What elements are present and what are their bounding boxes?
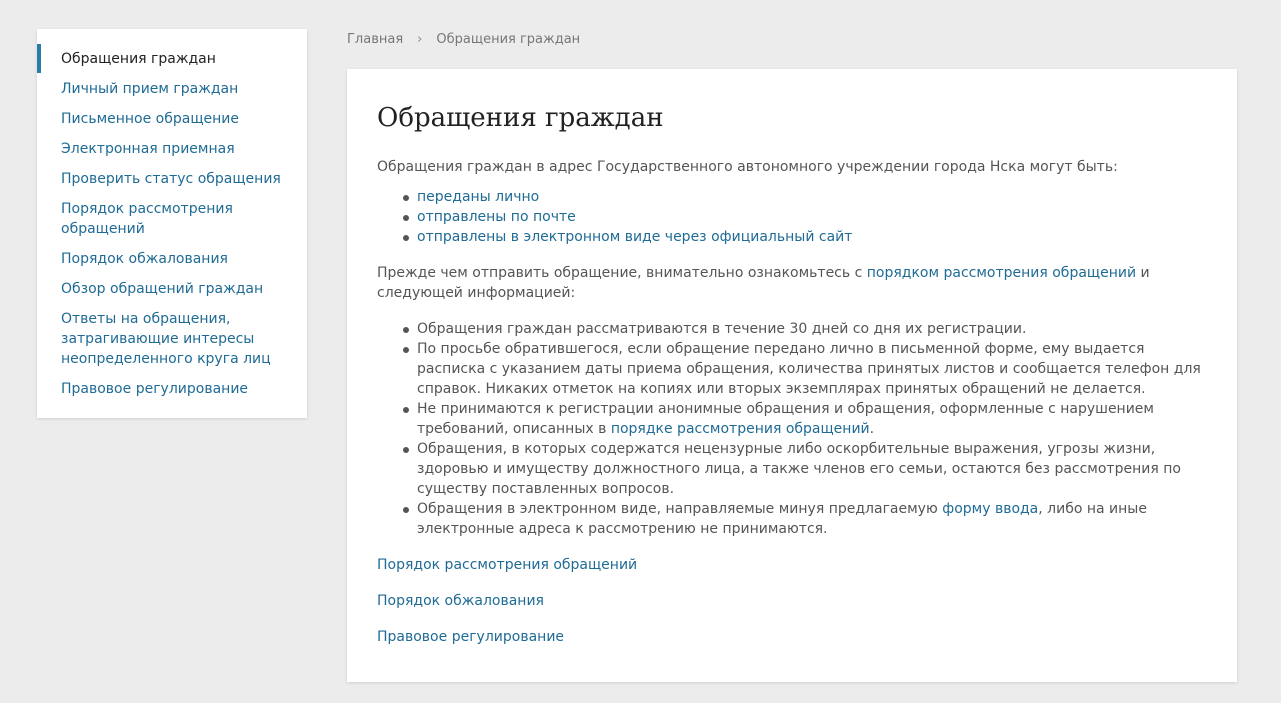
way-link-elektronno[interactable]: отправлены в электронном виде через официальный сайт bbox=[417, 229, 853, 245]
list-item bbox=[417, 439, 1207, 499]
sidebar-item-pravovoe[interactable]: Правовое регулирование bbox=[61, 381, 249, 397]
list-item bbox=[417, 319, 1207, 339]
before-text-2: и следующей информацией: bbox=[377, 265, 1150, 301]
bottom-link-pravovoe[interactable]: Правовое регулирование bbox=[377, 629, 565, 645]
sidebar-item-obrashcheniya[interactable]: Обращения граждан bbox=[37, 49, 307, 69]
sidebar-item-status[interactable]: Проверить статус обращения bbox=[61, 171, 281, 187]
before-text-1: Прежде чем отправить обращение, внимательно ознакомьтесь с bbox=[377, 265, 867, 281]
page-title: Обращения граждан bbox=[377, 103, 664, 133]
sidebar-item-poryadok-rassmotreniya[interactable]: Порядок рассмотрения обращений bbox=[61, 201, 233, 237]
forma-vvoda-link[interactable]: форму ввода bbox=[942, 501, 1039, 517]
sidebar-item-lichny-priem[interactable]: Личный прием граждан bbox=[61, 81, 239, 97]
list-item bbox=[417, 187, 1207, 207]
bottom-link-poryadok-obzhalovaniya[interactable]: Порядок обжалования bbox=[377, 593, 544, 609]
rule-text: По просьбе обратившегося, если обращение передано лично в письменной форме, ему выдается расписка с указанием даты приема обращения, количества принятых листов и сообщается телефон для справок. Никаких отметок на копиях или вторых экземплярах принятых обращений не делается. bbox=[417, 341, 1201, 397]
submission-ways-list bbox=[377, 187, 1207, 247]
intro-paragraph: Обращения граждан в адрес Государственного автономного учреждении города Нска могут быть: bbox=[377, 159, 1118, 175]
breadcrumb-home-link[interactable]: Главная bbox=[347, 32, 404, 47]
sidebar-item-elektronnaya-priemnaya[interactable]: Электронная приемная bbox=[61, 141, 235, 157]
sidebar-item-otvety[interactable]: Ответы на обращения, затрагивающие интересы неопределенного круга лиц bbox=[61, 311, 271, 367]
breadcrumb bbox=[347, 31, 580, 49]
way-link-lichno[interactable]: переданы лично bbox=[417, 189, 540, 205]
sidebar-item-pismennoe[interactable]: Письменное обращение bbox=[61, 111, 240, 127]
sidebar bbox=[37, 29, 307, 418]
way-link-pochta[interactable]: отправлены по почте bbox=[417, 209, 576, 225]
poryadok-inline-link[interactable]: порядком рассмотрения обращений bbox=[866, 265, 1137, 281]
before-sending-paragraph bbox=[377, 263, 1207, 303]
rule-text: Обращения в электронном виде, направляемые минуя предлагаемую bbox=[417, 501, 943, 517]
bottom-links bbox=[377, 555, 1207, 647]
breadcrumb-current: Обращения граждан bbox=[436, 32, 581, 47]
poryadok-rule-link[interactable]: порядке рассмотрения обращений bbox=[610, 421, 870, 437]
rule-text: Обращения граждан рассматриваются в течение 30 дней со дня их регистрации. bbox=[417, 321, 1027, 337]
rule-text: Не принимаются к регистрации анонимные обращения и обращения, оформленные с нарушением требований, описанных в bbox=[417, 401, 1154, 437]
rules-list bbox=[377, 319, 1207, 539]
content-card bbox=[347, 69, 1237, 682]
list-item bbox=[417, 499, 1207, 539]
list-item bbox=[417, 207, 1207, 227]
sidebar-item-poryadok-obzhalovaniya[interactable]: Порядок обжалования bbox=[61, 251, 228, 267]
list-item bbox=[417, 227, 1207, 247]
bottom-link-poryadok-rassmotreniya[interactable]: Порядок рассмотрения обращений bbox=[377, 557, 638, 573]
rule-text-end: . bbox=[869, 421, 875, 437]
sidebar-item-obzor[interactable]: Обзор обращений граждан bbox=[61, 281, 264, 297]
list-item bbox=[417, 399, 1207, 439]
rule-text: Обращения, в которых содержатся нецензурные либо оскорбительные выражения, угрозы жизни, здоровью и имуществу должностного лица, а также членов его семьи, остаются без рассмотрения по существу поставленных вопросов. bbox=[417, 441, 1181, 497]
list-item bbox=[417, 339, 1207, 399]
breadcrumb-separator-icon: › bbox=[417, 32, 423, 47]
rule-text-end: , либо на иные электронные адреса к рассмотрению не принимаются. bbox=[417, 501, 1147, 537]
